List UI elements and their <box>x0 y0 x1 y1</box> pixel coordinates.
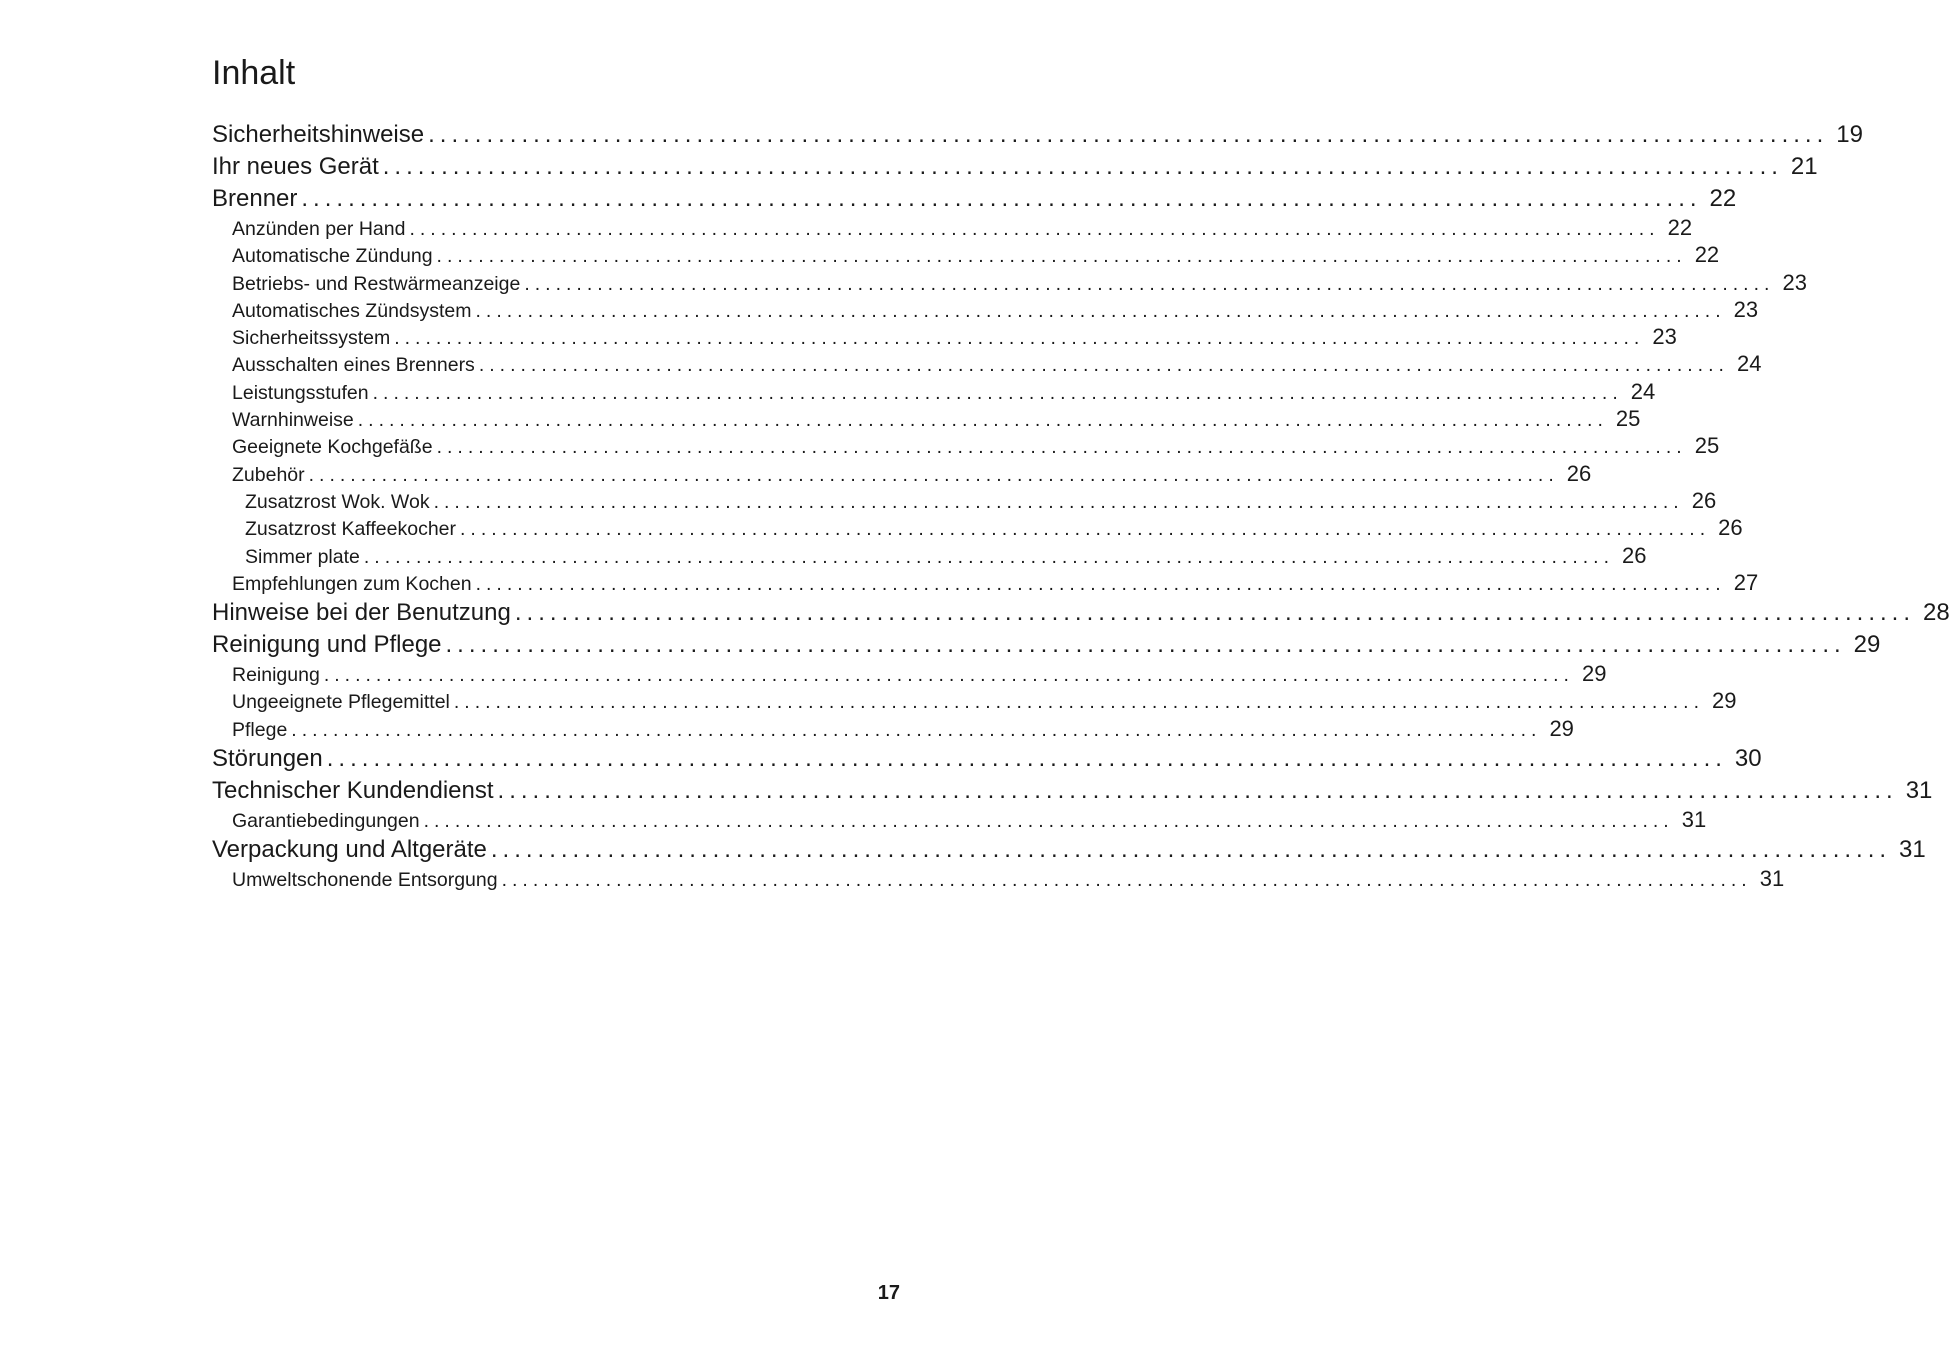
toc-entry[interactable] <box>212 151 1818 182</box>
page-number: 17 <box>877 1282 900 1304</box>
toc-entry[interactable] <box>212 629 1881 660</box>
toc-entry-label: Sicherheitssystem <box>232 327 391 350</box>
toc-leader-dots: ........................................................................................................................ <box>445 631 1846 659</box>
page-title: Inhalt <box>212 54 296 92</box>
toc-entry[interactable] <box>212 487 1717 514</box>
toc-entry-label: Sicherheitshinweise <box>212 121 425 148</box>
toc-leader-dots: ........................................................................................................................ <box>453 691 1705 714</box>
toc-leader-dots: ........................................................................................................................ <box>357 409 1608 432</box>
table-of-contents <box>212 118 1950 893</box>
toc-entry-page: 29 <box>1549 715 1574 741</box>
toc-leader-dots: ........................................................................................................................ <box>475 572 1726 595</box>
toc-entry-label: Reinigung <box>232 664 320 687</box>
toc-entry[interactable] <box>212 569 1759 596</box>
toc-leader-dots: ........................................................................................................................ <box>514 599 1916 627</box>
toc-entry-page: 31 <box>1681 807 1707 833</box>
toc-entry[interactable] <box>212 660 1607 687</box>
toc-entry-page: 25 <box>1694 433 1720 459</box>
toc-leader-dots: ........................................................................................................................ <box>428 121 1829 148</box>
toc-leader-dots: ........................................................................................................................ <box>308 463 1559 486</box>
toc-entry-page: 19 <box>1836 121 1863 148</box>
toc-entry-page: 31 <box>1905 777 1933 805</box>
toc-entry-page: 25 <box>1615 406 1641 432</box>
toc-entry[interactable] <box>212 183 1737 214</box>
toc-entry-label: Zubehör <box>232 463 305 486</box>
toc-leader-dots: ........................................................................................................................ <box>436 436 1687 459</box>
toc-entry-label: Pflege <box>232 718 288 741</box>
toc-entry-page: 31 <box>1759 866 1785 892</box>
toc-entry[interactable] <box>212 214 1693 241</box>
toc-entry[interactable] <box>212 241 1720 268</box>
toc-leader-dots: ........................................................................................................................ <box>409 218 1660 240</box>
toc-entry-label: Zusatzrost Kaffeekocher <box>245 518 456 541</box>
toc-entry-label: Automatisches Zündsystem <box>232 299 472 322</box>
toc-entry-page: 26 <box>1566 460 1592 486</box>
toc-entry[interactable] <box>212 597 1950 628</box>
toc-entry-label: Umweltschonende Entsorgung <box>232 869 498 892</box>
toc-entry-page: 24 <box>1630 378 1656 404</box>
toc-leader-dots: ........................................................................................................................ <box>490 836 1892 864</box>
toc-entry-label: Ihr neues Gerät <box>212 153 379 180</box>
toc-entry[interactable] <box>212 775 1933 806</box>
toc-entry-label: Technischer Kundendienst <box>212 777 494 805</box>
toc-leader-dots: ........................................................................................................................ <box>382 153 1783 180</box>
toc-entry-label: Leistungsstufen <box>232 381 369 404</box>
toc-leader-dots: ........................................................................................................................ <box>363 545 1615 568</box>
toc-leader-dots: ........................................................................................................................ <box>326 745 1727 773</box>
toc-entry-label: Zusatzrost Wok. Wok <box>245 490 430 513</box>
toc-entry-page: 29 <box>1853 631 1881 659</box>
toc-entry[interactable] <box>212 405 1641 432</box>
toc-entry-page: 22 <box>1694 242 1720 268</box>
toc-entry-page: 22 <box>1667 215 1693 240</box>
toc-entry-label: Ungeeignete Pflegemittel <box>232 691 450 714</box>
toc-entry-label: Simmer plate <box>245 545 360 568</box>
toc-entry-label: Garantiebedingungen <box>232 810 420 833</box>
toc-entry[interactable] <box>212 269 1807 296</box>
toc-entry[interactable] <box>212 806 1707 833</box>
toc-entry[interactable] <box>212 119 1863 150</box>
toc-entry-label: Warnhinweise <box>232 409 354 432</box>
toc-leader-dots: ........................................................................................................................ <box>423 810 1674 833</box>
toc-leader-dots: ........................................................................................................................ <box>291 718 1542 741</box>
toc-entry-page: 28 <box>1923 599 1950 627</box>
toc-entry[interactable] <box>212 432 1720 459</box>
toc-entry-label: Ausschalten eines Brenners <box>232 354 475 377</box>
toc-entry-label: Empfehlungen zum Kochen <box>232 572 472 595</box>
toc-entry[interactable] <box>212 296 1759 323</box>
toc-entry[interactable] <box>212 460 1592 487</box>
toc-entry-label: Hinweise bei der Benutzung <box>212 599 511 627</box>
toc-leader-dots: ........................................................................................................................ <box>372 381 1623 404</box>
toc-entry[interactable] <box>212 323 1677 350</box>
toc-entry[interactable] <box>212 834 1926 865</box>
toc-entry[interactable] <box>212 715 1574 742</box>
toc-entry-label: Anzünden per Hand <box>232 218 406 240</box>
toc-entry-page: 22 <box>1709 185 1737 212</box>
toc-leader-dots: ........................................................................................................................ <box>524 272 1775 295</box>
toc-leader-dots: ........................................................................................................................ <box>475 299 1726 322</box>
toc-leader-dots: ........................................................................................................................ <box>433 490 1684 513</box>
toc-leader-dots: ........................................................................................................................ <box>323 664 1574 687</box>
toc-leader-dots: ........................................................................................................................ <box>460 518 1711 541</box>
toc-entry-page: 29 <box>1712 688 1737 714</box>
toc-entry-label: Brenner <box>212 185 298 212</box>
toc-leader-dots: ........................................................................................................................ <box>394 327 1645 350</box>
toc-entry-page: 26 <box>1622 542 1647 568</box>
toc-leader-dots: ........................................................................................................................ <box>436 245 1687 268</box>
toc-entry[interactable] <box>212 514 1743 541</box>
toc-entry-page: 23 <box>1733 296 1759 322</box>
toc-leader-dots: ........................................................................................................................ <box>501 869 1752 892</box>
toc-entry-label: Reinigung und Pflege <box>212 631 442 659</box>
toc-entry[interactable] <box>212 378 1656 405</box>
toc-entry-label: Verpackung und Altgeräte <box>212 836 487 864</box>
toc-entry[interactable] <box>212 865 1785 892</box>
toc-leader-dots: ........................................................................................................................ <box>478 354 1729 377</box>
toc-entry-page: 26 <box>1691 487 1717 513</box>
toc-entry[interactable] <box>212 350 1762 377</box>
toc-entry-label: Störungen <box>212 745 323 773</box>
toc-entry-page: 21 <box>1790 153 1818 180</box>
toc-entry[interactable] <box>212 743 1762 774</box>
toc-entry-page: 26 <box>1718 515 1743 541</box>
toc-entry-page: 31 <box>1899 836 1926 864</box>
toc-entry-page: 30 <box>1734 745 1762 773</box>
toc-entry-label: Betriebs- und Restwärmeanzeige <box>232 272 521 295</box>
toc-leader-dots: ........................................................................................................................ <box>301 185 1702 212</box>
toc-entry-label: Geeignete Kochgefäße <box>232 436 433 459</box>
toc-leader-dots: ........................................................................................................................ <box>497 777 1898 805</box>
toc-entry[interactable] <box>212 542 1647 569</box>
toc-entry-page: 23 <box>1782 269 1807 295</box>
toc-entry-page: 27 <box>1733 569 1759 595</box>
toc-entry-label: Automatische Zündung <box>232 245 433 268</box>
toc-entry-page: 29 <box>1581 661 1607 687</box>
toc-entry-page: 24 <box>1736 351 1762 377</box>
toc-entry-page: 23 <box>1652 324 1677 350</box>
toc-entry[interactable] <box>212 687 1737 714</box>
